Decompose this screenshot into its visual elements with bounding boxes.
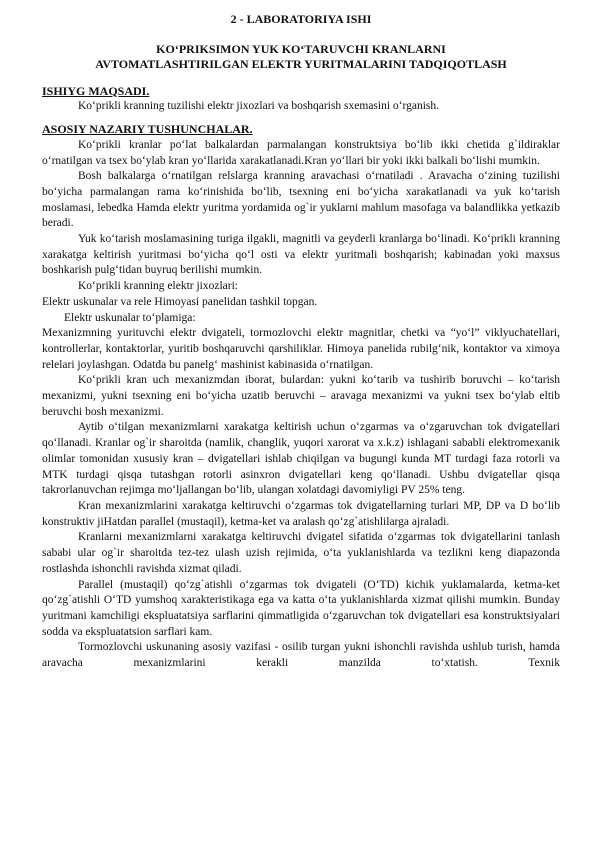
paragraph-6: Elektr uskunalar to‘plamiga: (64, 311, 196, 324)
main-title (42, 42, 560, 72)
purpose-text: Ko‘prikli kranning tuzilishi elektr jixozlari va boshqarish sxemasini o‘rganish. (78, 100, 440, 113)
paragraph-3: Yuk ko‘tarish moslamasining turiga ilgakli, magnitli va geyderli kranlarga bo‘linadi. Ko‘prikli kranning xarakatga keltirish yuritmasi bo‘yicha qo‘l osti va elektr yuritmali boshqarish; kabinadan yoki maxsus boshkarish pulg‘tidan buyruq berilishi mumkin. (42, 233, 560, 277)
lab-title: 2 - LABORATORIYA ISHI (230, 12, 372, 26)
paragraph-1: Ko‘prikli kranlar po‘lat balkalardan parmalangan konstruktsiya bo‘lib ikki chetida g`ildiraklar o‘rnatilgan va tsex bo‘ylab kran yo‘llarida xarakatlanadi.Kran yo‘llari bir yoki ikki balkali bo‘lishi mumkin. (42, 138, 560, 167)
purpose-heading: ISHIYG MAQSADI. (42, 83, 150, 98)
paragraph-9: Aytib o‘tilgan mexanizmlarni xarakatga keltirish uchun o‘zgarmas va o‘zgaruvchan tok dvigatellari qo‘llanadi. Kranlar og`ir sharoitda (namlik, changlik, yuqori xarorat va x.k.z) ishlagani sababli elektromexanik olimlar tomonidan xususiy kran – dvigatellari ishlab chiqilgan va bugungi kunda MT turdagi faza rotorli va MTK turdagi qisqa tutashgan rotorli asinxron dvigatellari keng qo‘llanadi. Ushbu dvigatellar qisqa takrorlanuvchan rejimga mo‘ljallangan bo‘lib, ulangan xolatdagi davomiyligi PV 25% teng. (42, 421, 560, 497)
document-page (42, 12, 560, 672)
paragraph-8: Ko‘prikli kran uch mexanizmdan iborat, bulardan: yukni ko‘tarib va tushirib boruvchi – ko‘tarish mexanizmi, yukni tsexning eni bo‘yicha uzatib beruvchi – aravaga mexanizmi va yukni tsex bo‘ylab eltib beruvchi bosh mexanizmi. (42, 374, 560, 418)
main-title-line-2: AVTOMATLASHTIRILGAN ELEKTR YURITMALARINI TADQIQOTLASH (95, 56, 507, 71)
paragraph-5: Elektr uskunalar va rele Himoyasi panelidan tashkil topgan. (42, 295, 318, 308)
theory-heading: ASOSIY NAZARIY TUSHUNCHALAR. (42, 122, 253, 137)
main-title-line-1: KO‘PRIKSIMON YUK KO‘TARUVCHI KRANLARNI (156, 41, 446, 56)
paragraph-11: Kranlarni mexanizmlarni xarakatga keltiruvchi dvigatel sifatida o‘zgarmas tok dvigatellarini tanlash sababi ular og`ir sharoitda tez-tez ulash uzish rejimida, o‘ta yuklanishlarda va tezlikni keng diapazonda rostlashda ishonchli ravishda xizmat qiladi. (42, 531, 560, 575)
paragraph-7: Mexanizmning yurituvchi elektr dvigateli, tormozlovchi elektr magnitlar, chetki va “yo‘l” viklyuchatellari, kontrollerlar, kontaktorlar, yuritib boshqaruvchi qarshiliklar. Himoya panelida rubilg‘nik, kontaktor va ximoya relelari joylashgan. Odatda bu panelg‘ mashinist kabinasida o‘rnatilgan. (42, 327, 560, 371)
paragraph-4: Ko‘prikli kranning elektr jixozlari: (78, 280, 238, 293)
paragraph-10: Kran mexanizmlarini xarakatga keltiruvchi o‘zgarmas tok dvigatellarning turlari MP, DP va D bo‘lib konstruktiv jiHatdan parallel (mustaqil), ketma-ket va aralash qo‘zg`atishlilarga ajraladi. (42, 499, 560, 528)
paragraph-2: Bosh balkalarga o‘rnatilgan relslarga kranning aravachasi o‘rnatiladi . Aravacha o‘zining tuzilishi bo‘yicha parmalangan rama ko‘rinishida bo‘lib, tsexning eni bo‘yicha xarakatlanadi va yuk ko‘tarish moslamasi, lebedka Hamda elektr yuritma yordamida og`ir yuklarni mahlum masofaga va balandlikka yetkazib beradi. (42, 170, 560, 230)
paragraph-13: Tormozlovchi uskunaning asosiy vazifasi - osilib turgan yukni ishonchli ravishda ushlub turish, hamda aravacha mexanizmlarini kerakli manzilda to‘xtatish. Texnik (42, 641, 560, 670)
paragraph-12: Parallel (mustaqil) qo‘zg`atishli o‘zgarmas tok dvigateli (O‘TD) kichik yuklamalarda, ketma-ket qo‘zg`atishli O‘TD yumshoq xarakteristikaga ega va katta o‘ta yuklanishlarda xizmat qilishi mumkin. Bunday yuritmani kamchiligi ekspluatatsiya sarflarini qimmatligida o‘zgaruvchan tok dvigatellari esa konstruktsiyalari sodda va ekspluatatsion sarflari kam. (42, 578, 560, 638)
